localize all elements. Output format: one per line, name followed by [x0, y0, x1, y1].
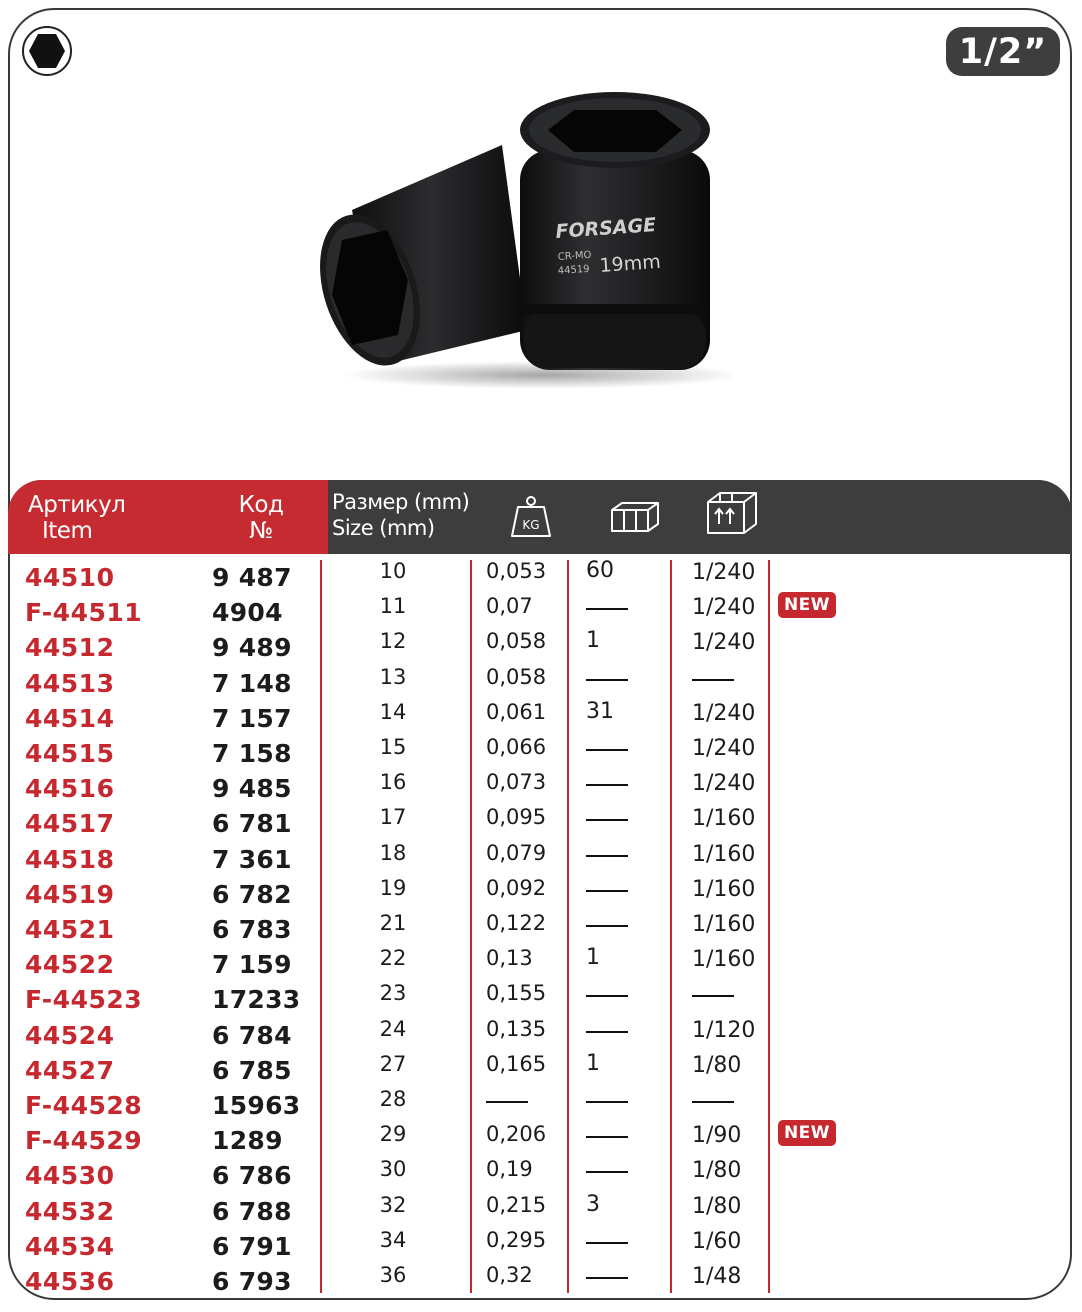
header-size: [332, 489, 469, 541]
size-mm: 14: [379, 699, 407, 724]
item-number: F-44528: [25, 1091, 143, 1120]
item-code: 7 148: [212, 668, 292, 698]
item-number: 44519: [25, 879, 115, 909]
weight-kg: 0,058: [486, 664, 547, 689]
table-row: [0, 1191, 1082, 1232]
size-mm: 16: [379, 770, 407, 795]
table-row: [0, 1122, 1082, 1161]
empty-dash: [586, 819, 628, 821]
size-mm: 10: [379, 559, 407, 583]
empty-dash: [586, 890, 628, 892]
box-qty: [586, 1161, 650, 1186]
item-code: 15963: [212, 1091, 301, 1120]
weight-kg: 0,215: [486, 1192, 547, 1217]
pack-qty: 1/240: [692, 560, 756, 585]
item-number: 44522: [25, 950, 115, 980]
table-row: [0, 840, 1082, 880]
table-row: [0, 911, 1082, 950]
hexagon-icon: [27, 31, 67, 71]
table-row: [0, 558, 1082, 598]
item-number: 44532: [25, 1196, 115, 1226]
header-size-ru: Размер (mm): [332, 490, 470, 514]
table-row: [0, 698, 1082, 739]
box-qty: [586, 1091, 650, 1116]
empty-dash: [586, 679, 628, 681]
empty-dash: [586, 749, 628, 751]
header-code: [236, 492, 286, 544]
weight-kg: 0,061: [486, 699, 547, 724]
box-qty: 3: [586, 1191, 600, 1217]
empty-dash: [586, 855, 628, 857]
box-qty: [586, 915, 650, 940]
pack-qty: 1/120: [692, 1017, 756, 1043]
box-qty: 31: [586, 698, 614, 724]
box-qty: [586, 880, 650, 905]
pack-qty: 1/80: [692, 1158, 742, 1184]
item-code: 9 487: [212, 563, 292, 592]
table-row: [0, 628, 1082, 668]
table-row: [0, 875, 1082, 915]
kg-icon-text: KG: [522, 518, 540, 532]
size-mm: 24: [379, 1016, 407, 1041]
empty-dash: [692, 995, 734, 997]
table-row: [0, 1263, 1082, 1302]
item-number: 44536: [25, 1267, 115, 1296]
size-mm: 30: [379, 1157, 407, 1182]
item-code: 17233: [212, 985, 301, 1015]
box-qty: [586, 985, 650, 1010]
item-number: 44534: [25, 1231, 115, 1261]
weight-kg: 0,066: [486, 735, 547, 759]
box-qty: [586, 1126, 650, 1151]
table-row: [0, 945, 1082, 985]
table-header: [8, 480, 1072, 554]
box-icon: [608, 500, 662, 534]
drive-size-badge: 1/2”: [946, 27, 1060, 76]
size-mm: 12: [379, 629, 407, 654]
item-number: 44514: [25, 703, 115, 733]
pack-qty: 1/48: [692, 1264, 742, 1289]
size-mm: 22: [379, 946, 407, 971]
item-number: F-44529: [25, 1126, 143, 1156]
pack-qty: 1/160: [692, 841, 756, 867]
carton-box-icon: [704, 490, 760, 536]
item-code: 6 788: [212, 1196, 292, 1226]
new-badge: NEW: [778, 1120, 836, 1146]
weight-kg: 0,095: [486, 805, 547, 830]
item-number: 44516: [25, 774, 115, 804]
header-item: [28, 492, 125, 544]
empty-dash: [486, 1101, 528, 1103]
item-code: 7 159: [212, 950, 292, 980]
table-row: [0, 664, 1082, 704]
header-item-ru: Артикул: [28, 492, 126, 518]
size-mm: 19: [379, 875, 407, 900]
kg-weight-icon: [506, 494, 556, 540]
pack-qty: 1/160: [692, 806, 756, 832]
table-row: [0, 1157, 1082, 1196]
item-code: 6 785: [212, 1055, 292, 1085]
size-mm: 21: [379, 911, 407, 935]
empty-dash: [586, 1242, 628, 1244]
size-mm: 15: [379, 735, 407, 759]
size-mm: 18: [379, 840, 407, 865]
pack-qty: 1/240: [692, 630, 756, 656]
size-mm: 13: [379, 664, 407, 689]
pack-qty: 1/160: [692, 876, 756, 902]
weight-kg: 0,073: [486, 770, 547, 795]
pack-qty: 1/90: [692, 1123, 742, 1149]
empty-dash: [586, 1171, 628, 1173]
new-badge: NEW: [778, 592, 836, 618]
pack-qty: [692, 985, 734, 1010]
pack-qty: 1/160: [692, 912, 756, 937]
empty-dash: [692, 679, 734, 681]
item-code: 6 781: [212, 809, 292, 839]
item-code: 6 783: [212, 915, 292, 944]
pack-qty: 1/80: [692, 1052, 742, 1078]
box-qty: 1: [586, 628, 600, 654]
item-number: 44530: [25, 1161, 115, 1191]
empty-dash: [586, 1031, 628, 1033]
weight-kg: 0,206: [486, 1122, 547, 1147]
photo-brand-label: FORSAGE: [554, 214, 657, 243]
weight-kg: 0,122: [486, 911, 547, 935]
box-qty: [586, 598, 650, 623]
box-qty: [586, 669, 650, 694]
size-mm: 27: [379, 1051, 407, 1076]
size-mm: 11: [379, 594, 407, 619]
item-number: 44524: [25, 1020, 115, 1050]
pack-qty: [692, 669, 734, 694]
pack-qty: 1/240: [692, 771, 756, 797]
item-number: F-44511: [25, 598, 143, 628]
item-code: 4904: [212, 598, 283, 628]
pack-qty: 1/240: [692, 595, 756, 621]
item-number: 44517: [25, 809, 115, 839]
pack-qty: 1/160: [692, 947, 756, 973]
weight-kg: 0,053: [486, 559, 547, 583]
item-number: F-44523: [25, 985, 143, 1015]
item-number: 44518: [25, 844, 115, 874]
table-row: [0, 981, 1082, 1020]
box-qty: [586, 774, 650, 799]
product-photo: [312, 90, 732, 390]
box-qty: [586, 809, 650, 834]
box-qty: 1: [586, 1050, 600, 1076]
box-qty: [586, 845, 650, 870]
photo-model-label: 44519: [557, 263, 590, 277]
table-row: [0, 805, 1082, 844]
box-qty: 60: [586, 558, 614, 583]
pack-qty: 1/80: [692, 1193, 742, 1219]
hexagon-badge: [22, 26, 72, 76]
item-number: 44527: [25, 1055, 115, 1085]
table-row: [0, 1016, 1082, 1056]
weight-kg: 0,058: [486, 629, 547, 654]
item-code: 9 489: [212, 633, 292, 663]
empty-dash: [586, 1277, 628, 1279]
weight-kg: 0,07: [486, 594, 533, 619]
item-number: 44513: [25, 668, 115, 698]
size-mm: 23: [379, 981, 407, 1006]
size-mm: 36: [379, 1263, 407, 1287]
item-code: 6 782: [212, 879, 292, 909]
size-mm: 32: [379, 1192, 407, 1217]
table-row: [0, 735, 1082, 774]
weight-kg: [486, 1091, 528, 1115]
empty-dash: [586, 608, 628, 610]
item-code: 7 361: [212, 844, 292, 874]
size-mm: 28: [379, 1087, 407, 1111]
item-code: 6 784: [212, 1020, 292, 1050]
pack-qty: 1/240: [692, 700, 756, 726]
photo-material-label: CR-MO: [557, 249, 592, 263]
item-number: 44510: [25, 563, 115, 592]
item-code: 9 485: [212, 774, 292, 804]
weight-kg: 0,19: [486, 1157, 533, 1182]
box-qty: [586, 1267, 650, 1292]
size-mm: 17: [379, 805, 407, 830]
header-code-no: №: [249, 518, 273, 544]
photo-size-label: 19mm: [598, 250, 662, 277]
weight-kg: 0,135: [486, 1016, 547, 1041]
size-mm: 34: [379, 1227, 407, 1252]
item-code: 1289: [212, 1126, 283, 1156]
empty-dash: [692, 1101, 734, 1103]
item-number: 44521: [25, 915, 115, 944]
pack-qty: 1/60: [692, 1228, 742, 1254]
table-row: [0, 1227, 1082, 1267]
table-row: [0, 594, 1082, 633]
weight-kg: 0,155: [486, 981, 547, 1006]
empty-dash: [586, 1136, 628, 1138]
weight-kg: 0,295: [486, 1227, 547, 1252]
item-code: 6 786: [212, 1161, 292, 1191]
item-code: 7 158: [212, 739, 292, 768]
table-row: [0, 1050, 1082, 1091]
table-row: [0, 1087, 1082, 1126]
weight-kg: 0,13: [486, 946, 533, 971]
pack-qty: 1/240: [692, 736, 756, 761]
pack-qty: [692, 1091, 734, 1116]
item-number: 44512: [25, 633, 115, 663]
item-code: 6 793: [212, 1267, 292, 1296]
empty-dash: [586, 995, 628, 997]
table-row: [0, 770, 1082, 809]
header-code-ru: Код: [238, 492, 284, 518]
header-item-en: Item: [42, 518, 93, 544]
box-qty: 1: [586, 945, 600, 971]
weight-kg: 0,165: [486, 1051, 547, 1076]
box-qty: [586, 1232, 650, 1257]
weight-kg: 0,32: [486, 1263, 533, 1287]
header-size-en: Size (mm): [332, 516, 435, 540]
weight-kg: 0,092: [486, 875, 547, 900]
box-qty: [586, 1021, 650, 1046]
weight-kg: 0,079: [486, 840, 547, 865]
empty-dash: [586, 784, 628, 786]
box-qty: [586, 739, 650, 764]
size-mm: 29: [379, 1122, 407, 1147]
empty-dash: [586, 925, 628, 927]
item-code: 6 791: [212, 1231, 292, 1261]
item-code: 7 157: [212, 703, 292, 733]
empty-dash: [586, 1101, 628, 1103]
item-number: 44515: [25, 739, 115, 768]
